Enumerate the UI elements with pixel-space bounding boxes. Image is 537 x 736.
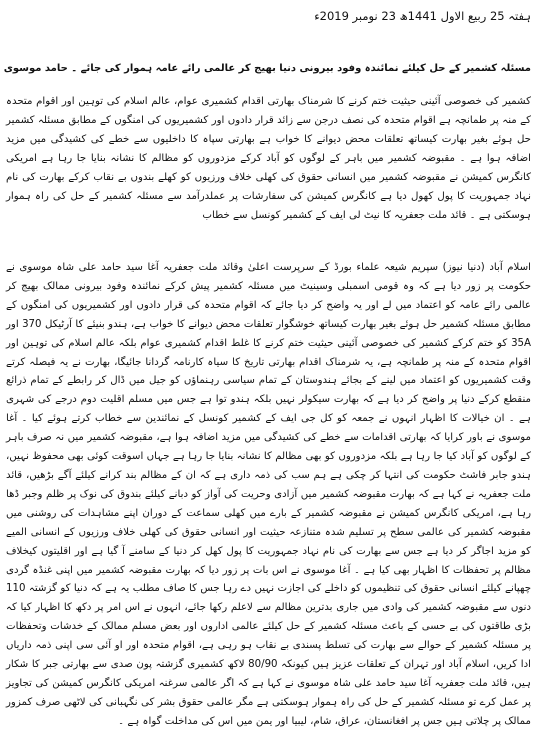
- article-body: اسلام آباد (دنیا نیوز) سپریم شیعہ علماء بورڈ کے سرپرست اعلیٰ وقائد ملت جعفریہ آغا سید حامد علی شاہ موسوی نے حکومت پر زور دیا ہے کہ وہ قومی اسمبلی وسینیٹ میں مسئلہ کشمیر پیش کرکے نمائندہ وفود بیرونی ممالک بھیج کر عالمی رائے عامہ کو اعتماد میں لے اور یہ واضح کر دیا جائے کہ اقوام متحدہ کی قرار دادوں اور کشمیریوں کی امنگوں کے مطابق مسئلہ کشمیر حل ہوئے بغیر بھارت کیساتھ خوشگوار تعلقات محض دیوانے کا خواب ہے، ہندو بنیئے کا آرٹیکل 370 اور 35A کو ختم کرکے کشمیر کی خصوصی آئینی حیثیت ختم کرنے کا غلط اقدام کشمیری عوام بلکہ عالم اسلام کی توہین اور اقوام متحدہ کے منہ پر طمانچہ ہے، یہ شرمناک اقدام بھارتی تاریخ کا سیاہ کارنامہ گردانا جائیگا، بھارت نے یہ فیصلہ کرتے وقت کشمیریوں کو اعتماد میں لینے کے بجائے ہندوستان کے تمام سیاسی رہنماؤں کو جیل میں ڈال کر رابطے کے تمام ذرائع منقطع کرکے دنیا پر واضح کر دیا ہے کہ بھارت سیکولر نہیں بلکہ ہندو توا ہے جس میں مسلم اقلیت دوم درجے کی شہری ہے ۔ ان خیالات کا اظہار انہوں نے جمعہ کو کل جی ایف کے کشمیر کونسل کے نمائندین سے خطاب کرتے ہوئے کیا ۔ آغا موسوی نے باور کرایا کہ بھارتی اقدامات سے خطے کی کشیدگی میں مزید اضافہ ہوا ہے، مقبوضہ کشمیر میں نہ صرف باہر کے لوگوں کو آباد کیا جا رہا ہے بلکہ مزدوروں کو بھی مظالم کا نشانہ بنایا جا رہا ہے جہاں اسوقت کوئی بھی محفوظ نہیں، ہندو جابر فاشٹ حکومت کی انتہا کر چکی ہے ہم سب کی ذمہ داری ہے کہ ان کے مظالم بند کرانے کیلئے آگے بڑھیں، قائد ملت جعفریہ نے کہا ہے کہ بھارت مقبوضہ کشمیر میں آزادی وحریت کی آواز کو دبانے کیلئے بندوق کی نوک پر ظلم وجبر ڈھا رہا ہے، امریکی کانگرس کمیشن نے مقبوضہ کشمیر کے بارے میں کھلی سماعت کے دوران اپنے مشاہدات کی روشنی میں مقبوضہ کشمیر کی عالمی سطح پر تسلیم شدہ متنازعہ حیثیت اور انسانی حقوق کی کھلی خلاف ورزیوں کے انسانی المیے کو مزید اجاگر کر دیا ہے جس سے بھارت کی نام نہاد جمہوریت کا پول کھل کر دنیا کے سامنے آ گیا ہے اور اقلیتوں کیخلاف مظالم پر تحفظات کا اظہار بھی کیا ہے ۔ آغا موسوی نے اس بات پر زور دیا کہ بھارت مقبوضہ کشمیر میں اپنی غنڈہ گردی چھپانے کیلئے انسانی حقوق کی تنظیموں کو داخلے کی اجازت نہیں دے رہا جس کا صاف مطلب یہ ہے کہ دنیا کو گزشتہ 110 دنوں سے مقبوضہ کشمیر کی وادی میں جاری بدترین مظالم سے لاعلم رکھا جائے، انہوں نے اس امر پر دکھ کا اظہار کیا کہ بڑی طاقتوں کی بے حسی کے باعث مسئلہ کشمیر کے حل کیلئے عالمی اداروں اور بعض مسلم ممالک کے خدشات وتحفظات پر مسئلہ کشمیر کے حوالے سے بھارت کی تسلط پسندی بے نقاب ہو رہی ہے، اقوام متحدہ اور او آئی سی اپنی ذمہ داریاں ادا کریں، اسلام آباد اور تہران کے تعلقات عزیز ہیں کیونکہ 80/90 لاکھ کشمیری گزشتہ پون صدی سے بھارتی جبر کا شکار ہیں، قائد ملت جعفریہ آغا سید حامد علی شاہ موسوی نے کہا ہے کہ اگر عالمی سرغنہ امریکی کانگرس کمیشن کی تجاویز پر عمل کرے تو مسئلہ کشمیر کے حل کی راہ ہموار ہوسکتی ہے مگر عالمی حقوق بشر کی نگہبانی کی لاٹھی صرف کمزور ممالک پر چلاتی ہیں جس پر افغانستان، عراق، شام، لیبیا اور یمن میں اس کی مداخلت گواہ ہے ۔: [6, 262, 531, 727]
- date-line: ہفتہ 25 ربیع الاول 1441ھ 23 نومبر 2019ء: [314, 9, 531, 23]
- summary-paragraph: کشمیر کی خصوصی آئینی حیثیت ختم کرنے کا شرمناک بھارتی اقدام کشمیری عوام، عالم اسلام کی توہین اور اقوام متحدہ کے منہ پر طمانچہ ہے اقوام متحدہ کی نصف درجن سے زائد قرار دادوں اور کشمیریوں کی امنگوں کے مطابق مسئلہ کشمیر حل ہوئے بغیر بھارت کیساتھ تعلقات محض دیوانے کا خواب ہے بھارتی سپاہ کا داخلیوں سے خطے کی کشیدگی میں مزید اضافہ ہوا ہے ۔ مقبوضہ کشمیر میں باہر کے لوگوں کو آباد کرکے مزدوروں کو مظالم کا نشانہ بنایا جا رہا ہے امریکی کانگرس کمیشن نے مقبوضہ کشمیر میں انسانی حقوق کی کھلی خلاف ورزیوں کو کھلے بندوں بے نقاب کرکے بھارت کی نام نہاد جمہوریت کا پول کھول دیا ہے کانگرس کمیشن کی سفارشات پر عملدرآمد سے مسئلہ کشمیر کے حل کی راہ ہموار ہوسکتی ہے ۔ قائد ملت جعفریہ کا نیٹ لی ایف کے کشمیر کونسل سے خطاب: [6, 96, 531, 221]
- headline: مسئلہ کشمیر کے حل کیلئے نمائندہ وفود بیرونی دنیا بھیج کر عالمی رائے عامہ ہموار کی جائے ۔ حامد موسوی: [3, 63, 531, 74]
